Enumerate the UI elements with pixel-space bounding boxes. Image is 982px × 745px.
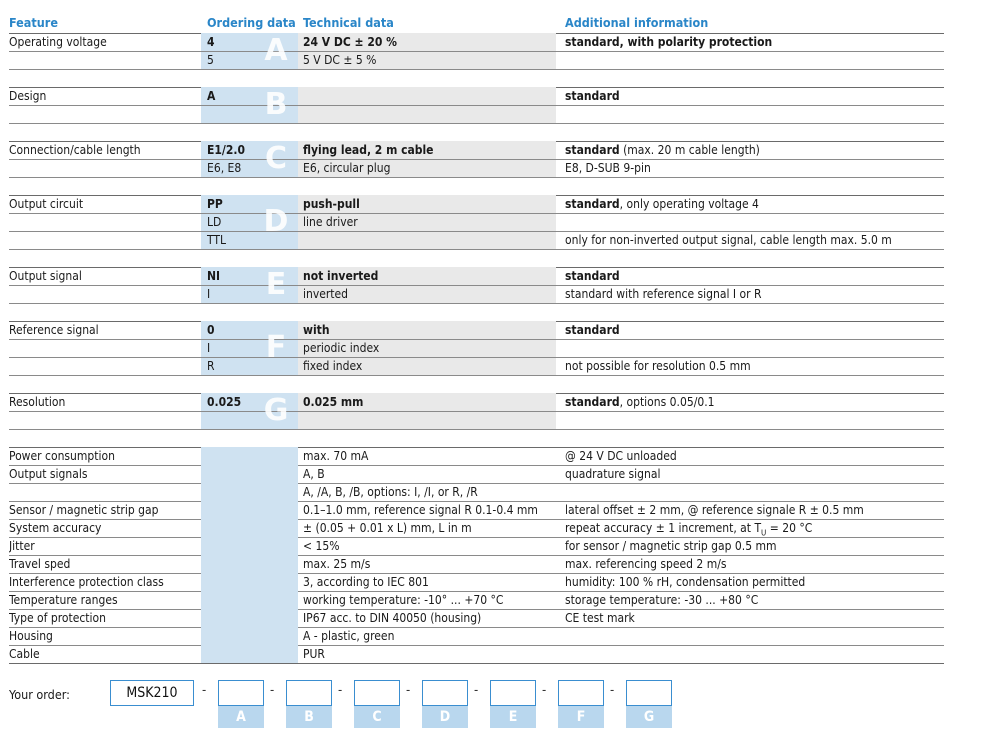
table-row: [0, 141, 982, 159]
additional-cell: storage temperature: -30 ... +80 °C: [565, 593, 759, 607]
technical-cell: with: [298, 321, 556, 339]
additional-cell: [565, 51, 945, 69]
additional-bold-text: standard: [565, 395, 620, 409]
table-row: [0, 393, 982, 411]
header-feature: Feature: [9, 15, 58, 30]
row-divider: [9, 375, 944, 376]
additional-cell: [565, 483, 945, 501]
row-divider: [9, 51, 944, 52]
ordering-cell: [201, 465, 298, 483]
table-row: [0, 87, 982, 105]
order-dash: -: [474, 683, 479, 698]
table-row: [0, 411, 982, 429]
additional-text: not possible for resolution 0.5 mm: [565, 359, 751, 373]
table-row: [0, 195, 982, 213]
order-slot-input-e[interactable]: [490, 680, 536, 706]
row-divider: [9, 285, 944, 286]
ordering-cell: 5: [201, 51, 298, 69]
feature-cell: [9, 339, 199, 357]
additional-cell: max. referencing speed 2 m/s: [565, 557, 727, 571]
technical-cell: 0.025 mm: [298, 393, 556, 411]
additional-cell: [565, 645, 945, 663]
ordering-cell: E1/2.0: [201, 141, 298, 159]
technical-cell: periodic index: [298, 339, 556, 357]
row-divider: [9, 339, 944, 340]
additional-text: E8, D-SUB 9-pin: [565, 161, 651, 175]
technical-cell: 24 V DC ± 20 %: [298, 33, 556, 51]
feature-cell: [9, 483, 199, 501]
row-divider: [9, 663, 944, 664]
ordering-cell: I: [201, 339, 298, 357]
row-divider: [9, 357, 944, 358]
technical-cell: A, B: [303, 467, 325, 481]
ordering-cell: 4: [201, 33, 298, 51]
order-slot-input-g[interactable]: [626, 680, 672, 706]
feature-cell: Resolution: [9, 395, 66, 409]
ordering-cell: I: [201, 285, 298, 303]
ordering-cell: [201, 627, 298, 645]
additional-cell: [565, 393, 945, 411]
spec-row: [0, 519, 982, 537]
group-letter-f: F: [265, 330, 287, 365]
technical-cell: PUR: [303, 647, 325, 661]
row-divider: [9, 249, 944, 250]
ordering-cell: E6, E8: [201, 159, 298, 177]
ordering-cell: [201, 645, 298, 663]
spec-row: [0, 465, 982, 483]
table-row: [0, 213, 982, 231]
technical-cell: max. 70 mA: [303, 449, 369, 463]
ordering-cell: A: [201, 87, 298, 105]
order-dash: -: [270, 683, 275, 698]
spec-row: [0, 483, 982, 501]
table-row: [0, 159, 982, 177]
feature-cell: Design: [9, 89, 47, 103]
ordering-cell: LD: [201, 213, 298, 231]
order-dash: -: [542, 683, 547, 698]
ordering-cell: [201, 537, 298, 555]
additional-cell: [565, 285, 945, 303]
order-dash: -: [406, 683, 411, 698]
additional-cell: [565, 159, 945, 177]
additional-text: , only operating voltage 4: [619, 197, 759, 211]
additional-cell: [565, 267, 945, 285]
feature-cell: Jitter: [9, 539, 35, 553]
table-row: [0, 267, 982, 285]
order-dash: -: [610, 683, 615, 698]
technical-cell: 0.1–1.0 mm, reference signal R 0.1-0.4 mm: [303, 503, 538, 517]
technical-cell: flying lead, 2 m cable: [298, 141, 556, 159]
order-slot-tab-e: E: [490, 706, 536, 728]
additional-text: only for non-inverted output signal, cable length max. 5.0 m: [565, 233, 892, 247]
group-letter-b: B: [264, 87, 288, 122]
technical-cell: not inverted: [298, 267, 556, 285]
additional-cell: [565, 339, 945, 357]
additional-cell: lateral offset ± 2 mm, @ reference signale R ± 0.5 mm: [565, 503, 864, 517]
row-divider: [9, 231, 944, 232]
spec-row: [0, 537, 982, 555]
additional-cell: for sensor / magnetic strip gap 0.5 mm: [565, 539, 777, 553]
feature-cell: Power consumption: [9, 449, 115, 463]
ordering-cell: TTL: [201, 231, 298, 249]
group-letter-a: A: [264, 33, 288, 68]
additional-bold-text: standard, with polarity protection: [565, 35, 773, 49]
technical-cell: A - plastic, green: [303, 629, 395, 643]
ordering-cell: [201, 501, 298, 519]
additional-cell: humidity: 100 % rH, condensation permitted: [565, 575, 806, 589]
technical-cell: push-pull: [298, 195, 556, 213]
spec-row: [0, 609, 982, 627]
spec-row: [0, 555, 982, 573]
additional-text: standard with reference signal I or R: [565, 287, 762, 301]
technical-cell: working temperature: -10° ... +70 °C: [303, 593, 504, 607]
spec-row: [0, 573, 982, 591]
additional-text: , options 0.05/0.1: [619, 395, 715, 409]
ordering-cell: [201, 609, 298, 627]
additional-cell: [565, 411, 945, 429]
group-letter-e: E: [265, 267, 287, 302]
row-divider: [9, 411, 944, 412]
ordering-cell: NI: [201, 267, 298, 285]
table-row: [0, 33, 982, 51]
additional-bold-text: standard: [565, 269, 620, 283]
group-letter-c: C: [264, 141, 288, 176]
ordering-cell: 0.025: [201, 393, 298, 411]
temperature-symbol: $T_U$: [754, 521, 767, 537]
spec-row: [0, 501, 982, 519]
group-letter-g: G: [263, 393, 289, 428]
technical-cell: fixed index: [298, 357, 556, 375]
feature-cell: [9, 159, 199, 177]
feature-cell: Output circuit: [9, 197, 84, 211]
additional-cell: [565, 33, 945, 51]
spec-row: [0, 591, 982, 609]
technical-cell: ± (0.05 + 0.01 x L) mm, L in m: [303, 521, 472, 535]
feature-cell: Cable: [9, 647, 40, 661]
order-slot-input-b[interactable]: [286, 680, 332, 706]
row-divider: [9, 213, 944, 214]
ordering-cell: [201, 519, 298, 537]
feature-cell: [9, 105, 199, 123]
header-ordering-data: Ordering data: [207, 15, 296, 30]
feature-cell: [9, 357, 199, 375]
feature-cell: [9, 411, 199, 429]
table-row: [0, 339, 982, 357]
order-dash: -: [202, 683, 207, 698]
technical-cell: [298, 411, 556, 429]
technical-cell: E6, circular plug: [298, 159, 556, 177]
technical-cell: 5 V DC ± 5 %: [298, 51, 556, 69]
table-row: [0, 285, 982, 303]
feature-cell: Connection/cable length: [9, 143, 141, 157]
row-divider: [9, 159, 944, 160]
table-row: [0, 51, 982, 69]
additional-bold-text: standard: [565, 143, 620, 157]
order-slot-input-f[interactable]: [558, 680, 604, 706]
spec-row: [0, 645, 982, 663]
technical-cell: line driver: [298, 213, 556, 231]
additional-cell: [565, 87, 945, 105]
feature-cell: Travel sped: [9, 557, 71, 571]
feature-cell: [9, 51, 199, 69]
additional-cell: [565, 231, 945, 249]
ordering-cell: [201, 483, 298, 501]
feature-cell: Reference signal: [9, 323, 99, 337]
ordering-cell: PP: [201, 195, 298, 213]
additional-cell: CE test mark: [565, 611, 635, 625]
additional-cell: [565, 627, 945, 645]
table-row: [0, 321, 982, 339]
technical-cell: max. 25 m/s: [303, 557, 371, 571]
additional-cell: [565, 357, 945, 375]
order-slot-tab-a: A: [218, 706, 264, 728]
feature-cell: [9, 213, 199, 231]
additional-cell: [565, 213, 945, 231]
additional-bold-text: standard: [565, 323, 620, 337]
technical-cell: 3, according to IEC 801: [303, 575, 429, 589]
row-divider: [9, 303, 944, 304]
additional-cell: @ 24 V DC unloaded: [565, 449, 677, 463]
order-dash: -: [338, 683, 343, 698]
ordering-cell: 0: [201, 321, 298, 339]
additional-cell: quadrature signal: [565, 467, 661, 481]
technical-cell: [298, 105, 556, 123]
additional-cell: [565, 105, 945, 123]
order-slot-tab-c: C: [354, 706, 400, 728]
additional-cell: [565, 195, 945, 213]
ordering-cell: R: [201, 357, 298, 375]
technical-cell: [298, 231, 556, 249]
order-code-box: MSK210: [110, 680, 194, 706]
group-letter-d: D: [263, 204, 289, 239]
additional-cell: [565, 141, 945, 159]
technical-cell: < 15%: [303, 539, 340, 553]
feature-cell: Sensor / magnetic strip gap: [9, 503, 159, 517]
additional-bold-text: standard: [565, 197, 620, 211]
order-slot-tab-b: B: [286, 706, 332, 728]
ordering-cell: [201, 447, 298, 465]
technical-cell: A, /A, B, /B, options: I, /I, or R, /R: [303, 485, 478, 499]
feature-cell: [9, 231, 199, 249]
table-row: [0, 357, 982, 375]
additional-cell: [565, 321, 945, 339]
row-divider: [9, 123, 944, 124]
order-slot-tab-d: D: [422, 706, 468, 728]
feature-cell: Operating voltage: [9, 35, 107, 49]
table-row: [0, 231, 982, 249]
order-slot-input-a[interactable]: [218, 680, 264, 706]
spec-row: [0, 627, 982, 645]
ordering-cell: [201, 573, 298, 591]
feature-cell: Output signal: [9, 269, 82, 283]
order-slot-tab-g: G: [626, 706, 672, 728]
row-divider: [9, 177, 944, 178]
order-slot-input-d[interactable]: [422, 680, 468, 706]
your-order-label: Your order:: [9, 687, 70, 702]
ordering-cell: [201, 591, 298, 609]
header-additional-information: Additional information: [565, 15, 709, 30]
row-divider: [9, 105, 944, 106]
header-technical-data: Technical data: [303, 15, 394, 30]
feature-cell: [9, 285, 199, 303]
additional-text: (max. 20 m cable length): [619, 143, 760, 157]
order-slot-tab-f: F: [558, 706, 604, 728]
row-divider: [9, 69, 944, 70]
additional-cell: repeat accuracy ± 1 increment, at $T_U = 20$ °C: [565, 521, 813, 537]
row-divider: [9, 429, 944, 430]
technical-cell: [298, 87, 556, 105]
technical-cell: inverted: [298, 285, 556, 303]
feature-cell: Interference protection class: [9, 575, 164, 589]
order-slot-input-c[interactable]: [354, 680, 400, 706]
feature-cell: System accuracy: [9, 521, 102, 535]
technical-cell: IP67 acc. to DIN 40050 (housing): [303, 611, 482, 625]
spec-row: [0, 447, 982, 465]
feature-cell: Type of protection: [9, 611, 106, 625]
table-row: [0, 105, 982, 123]
ordering-cell: [201, 555, 298, 573]
feature-cell: Output signals: [9, 467, 88, 481]
feature-cell: Housing: [9, 629, 53, 643]
additional-bold-text: standard: [565, 89, 620, 103]
feature-cell: Temperature ranges: [9, 593, 118, 607]
